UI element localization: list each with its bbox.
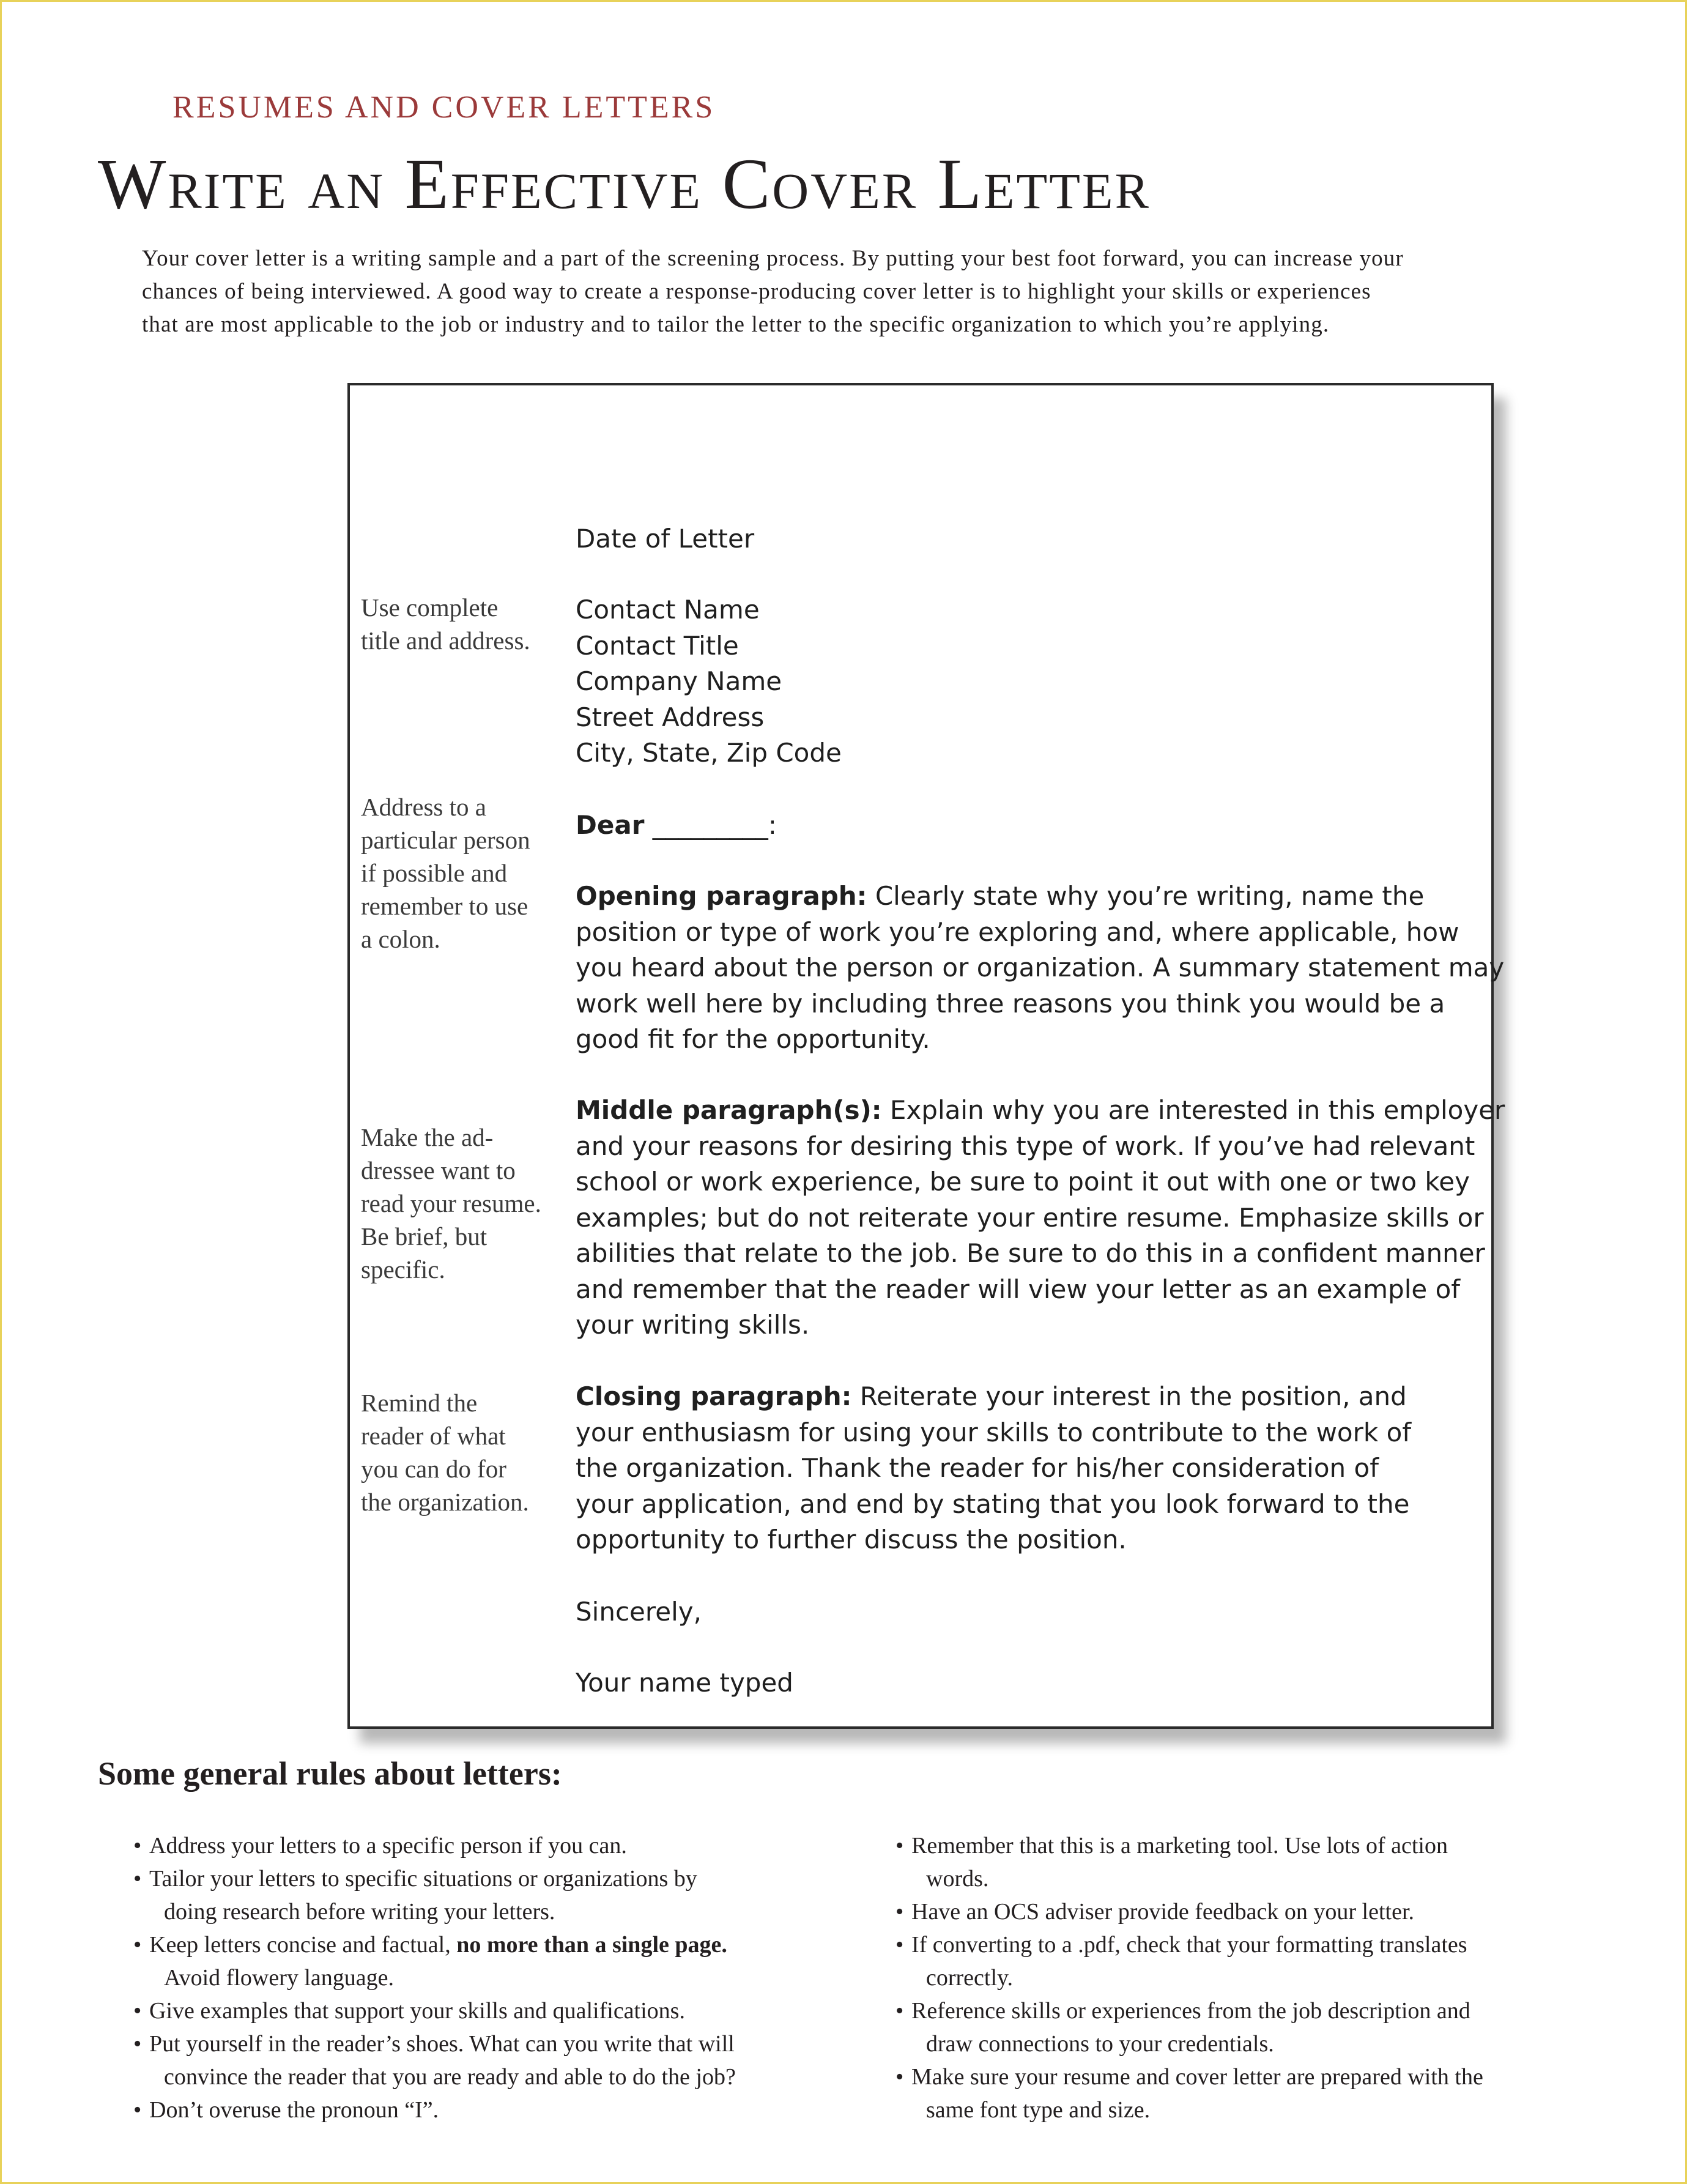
rule-item xyxy=(133,2093,892,2126)
paragraph-line: abilities that relate to the job. Be sure to do this in a confident manner xyxy=(576,1238,1485,1268)
intro-line: that are most applicable to the job or industry and to tailor the letter to the specific organization to which you’re applying. xyxy=(142,312,1330,337)
rule-text: Give examples that support your skills and qualifications. xyxy=(149,1998,685,2024)
letter-closing-paragraph xyxy=(576,1379,1481,1558)
annotation-salutation xyxy=(361,790,563,956)
rule-text: draw connections to your credentials. xyxy=(926,2031,1274,2057)
page-title: Write an Effective Cover Letter xyxy=(98,144,1151,224)
rule-item xyxy=(133,1994,892,2027)
paragraph-line: opportunity to further discuss the position. xyxy=(576,1525,1127,1554)
rule-item xyxy=(133,1928,892,1994)
paragraph-line: Explain why you are interested in this employer xyxy=(881,1095,1505,1125)
address-line: City, State, Zip Code xyxy=(576,738,842,768)
intro-line: Your cover letter is a writing sample and a part of the screening process. By putting your best foot forward, you can increase your xyxy=(142,246,1404,271)
annotation-line: Remind the xyxy=(361,1389,478,1417)
paragraph-line: position or type of work you’re exploring and, where applicable, how xyxy=(576,916,1459,947)
paragraph-line: and your reasons for desiring this type of work. If you’ve had relevant xyxy=(576,1131,1475,1161)
bullet-glyph: • xyxy=(895,2064,904,2090)
rule-item xyxy=(133,1862,892,1928)
rule-text: Have an OCS adviser provide feedback on your letter. xyxy=(911,1899,1415,1925)
intro-paragraph xyxy=(142,242,1549,341)
rule-text: Make sure your resume and cover letter are prepared with the xyxy=(911,2064,1483,2090)
bullet-glyph: • xyxy=(133,2031,142,2057)
rule-text: Address your letters to a specific person if you can. xyxy=(149,1833,627,1859)
annotation-line: Be brief, but xyxy=(361,1222,488,1250)
rule-text: Tailor your letters to specific situations or organizations by xyxy=(149,1866,697,1892)
bullet-glyph: • xyxy=(133,1866,142,1892)
rule-text: convince the reader that you are ready and able to do the job? xyxy=(164,2064,736,2090)
rule-text: same font type and size. xyxy=(926,2097,1151,2123)
annotation-line: reader of what xyxy=(361,1422,506,1450)
annotation-line: Make the ad- xyxy=(361,1123,494,1151)
address-line: Street Address xyxy=(576,702,765,732)
rule-text: Don’t overuse the pronoun “I”. xyxy=(149,2097,439,2123)
annotation-line: specific. xyxy=(361,1255,445,1283)
annotation-title-address xyxy=(361,591,563,657)
rule-text: Avoid flowery language. xyxy=(164,1965,395,1991)
annotation-line: dressee want to xyxy=(361,1156,516,1184)
bullet-glyph: • xyxy=(895,1998,904,2024)
annotation-line: title and address. xyxy=(361,626,530,655)
rule-item xyxy=(895,1895,1593,1928)
rule-emphasis: no more than a single page. xyxy=(456,1932,727,1958)
rule-text: Put yourself in the reader’s shoes. What can you write that will xyxy=(149,2031,735,2057)
paragraph-line: the organization. Thank the reader for his/her consideration of xyxy=(576,1453,1379,1483)
annotation-line: a colon. xyxy=(361,925,440,953)
rule-text: Keep letters concise and factual, xyxy=(149,1932,457,1958)
paragraph-line: school or work experience, be sure to point it out with one or two key xyxy=(576,1167,1470,1197)
rule-text: If converting to a .pdf, check that your formatting translates xyxy=(911,1932,1467,1958)
salutation-blank: _________: xyxy=(644,810,777,840)
paragraph-label: Opening paragraph: xyxy=(576,881,867,911)
letter-address-block xyxy=(576,592,1481,771)
rule-text: correctly. xyxy=(926,1965,1014,1991)
bullet-glyph: • xyxy=(133,1998,142,2024)
paragraph-line: examples; but do not reiterate your entire resume. Emphasize skills or xyxy=(576,1202,1484,1233)
section-label: RESUMES AND COVER LETTERS xyxy=(172,90,716,125)
address-line: Company Name xyxy=(576,666,782,696)
annotation-line: Address to a xyxy=(361,793,486,821)
annotation-line: Use complete xyxy=(361,593,499,622)
letter-date: Date of Letter xyxy=(576,524,755,554)
paragraph-line: your enthusiasm for using your skills to contribute to the work of xyxy=(576,1417,1412,1447)
paragraph-line: Reiterate your interest in the position, and xyxy=(851,1381,1407,1411)
letter-middle-paragraph xyxy=(576,1093,1505,1343)
paragraph-line: Clearly state why you’re writing, name the xyxy=(867,881,1425,911)
paragraph-line: work well here by including three reasons you think you would be a xyxy=(576,988,1445,1019)
annotation-line: remember to use xyxy=(361,892,528,920)
annotation-line: the organization. xyxy=(361,1488,529,1516)
annotation-line: you can do for xyxy=(361,1455,506,1483)
bullet-glyph: • xyxy=(133,1932,142,1958)
rule-text: Remember that this is a marketing tool. Use lots of action xyxy=(911,1833,1448,1859)
annotation-line: read your resume. xyxy=(361,1189,541,1217)
rules-list-left xyxy=(133,1829,892,2126)
address-line: Contact Name xyxy=(576,595,760,625)
paragraph-line: your application, and end by stating that you look forward to the xyxy=(576,1488,1410,1519)
bullet-glyph: • xyxy=(133,2097,142,2123)
rules-list-right xyxy=(895,1829,1593,2126)
paragraph-line: your writing skills. xyxy=(576,1310,810,1340)
paragraph-line: good fit for the opportunity. xyxy=(576,1024,930,1054)
salutation-word: Dear xyxy=(576,810,645,840)
rule-item xyxy=(133,2027,892,2093)
rule-text: words. xyxy=(926,1866,989,1892)
intro-line: chances of being interviewed. A good way to create a response-producing cover letter is to highlight your skills or experiences xyxy=(142,279,1371,304)
paragraph-label: Closing paragraph: xyxy=(576,1381,852,1411)
annotation-line: particular person xyxy=(361,826,530,854)
rule-item xyxy=(895,1829,1593,1895)
bullet-glyph: • xyxy=(895,1833,904,1859)
annotation-closing xyxy=(361,1386,563,1518)
bullet-glyph: • xyxy=(895,1932,904,1958)
rules-heading: Some general rules about letters: xyxy=(98,1755,562,1792)
address-line: Contact Title xyxy=(576,630,739,661)
rule-item xyxy=(895,1994,1593,2060)
paragraph-line: you heard about the person or organization. A summary statement may xyxy=(576,953,1505,982)
rule-item xyxy=(133,1829,892,1862)
paragraph-label: Middle paragraph(s): xyxy=(576,1095,882,1125)
letter-typed-name: Your name typed xyxy=(576,1668,793,1698)
rule-item xyxy=(895,1928,1593,1994)
rule-text: Reference skills or experiences from the job description and xyxy=(911,1998,1470,2024)
letter-signoff: Sincerely, xyxy=(576,1597,702,1627)
bullet-glyph: • xyxy=(133,1833,142,1859)
letter-salutation xyxy=(576,808,1481,844)
rule-item xyxy=(895,2060,1593,2126)
annotation-middle xyxy=(361,1121,563,1286)
letter-opening-paragraph xyxy=(576,878,1505,1058)
paragraph-line: and remember that the reader will view your letter as an example of xyxy=(576,1274,1461,1304)
bullet-glyph: • xyxy=(895,1899,904,1925)
rule-text: doing research before writing your letters. xyxy=(164,1899,555,1925)
annotation-line: if possible and xyxy=(361,859,508,887)
